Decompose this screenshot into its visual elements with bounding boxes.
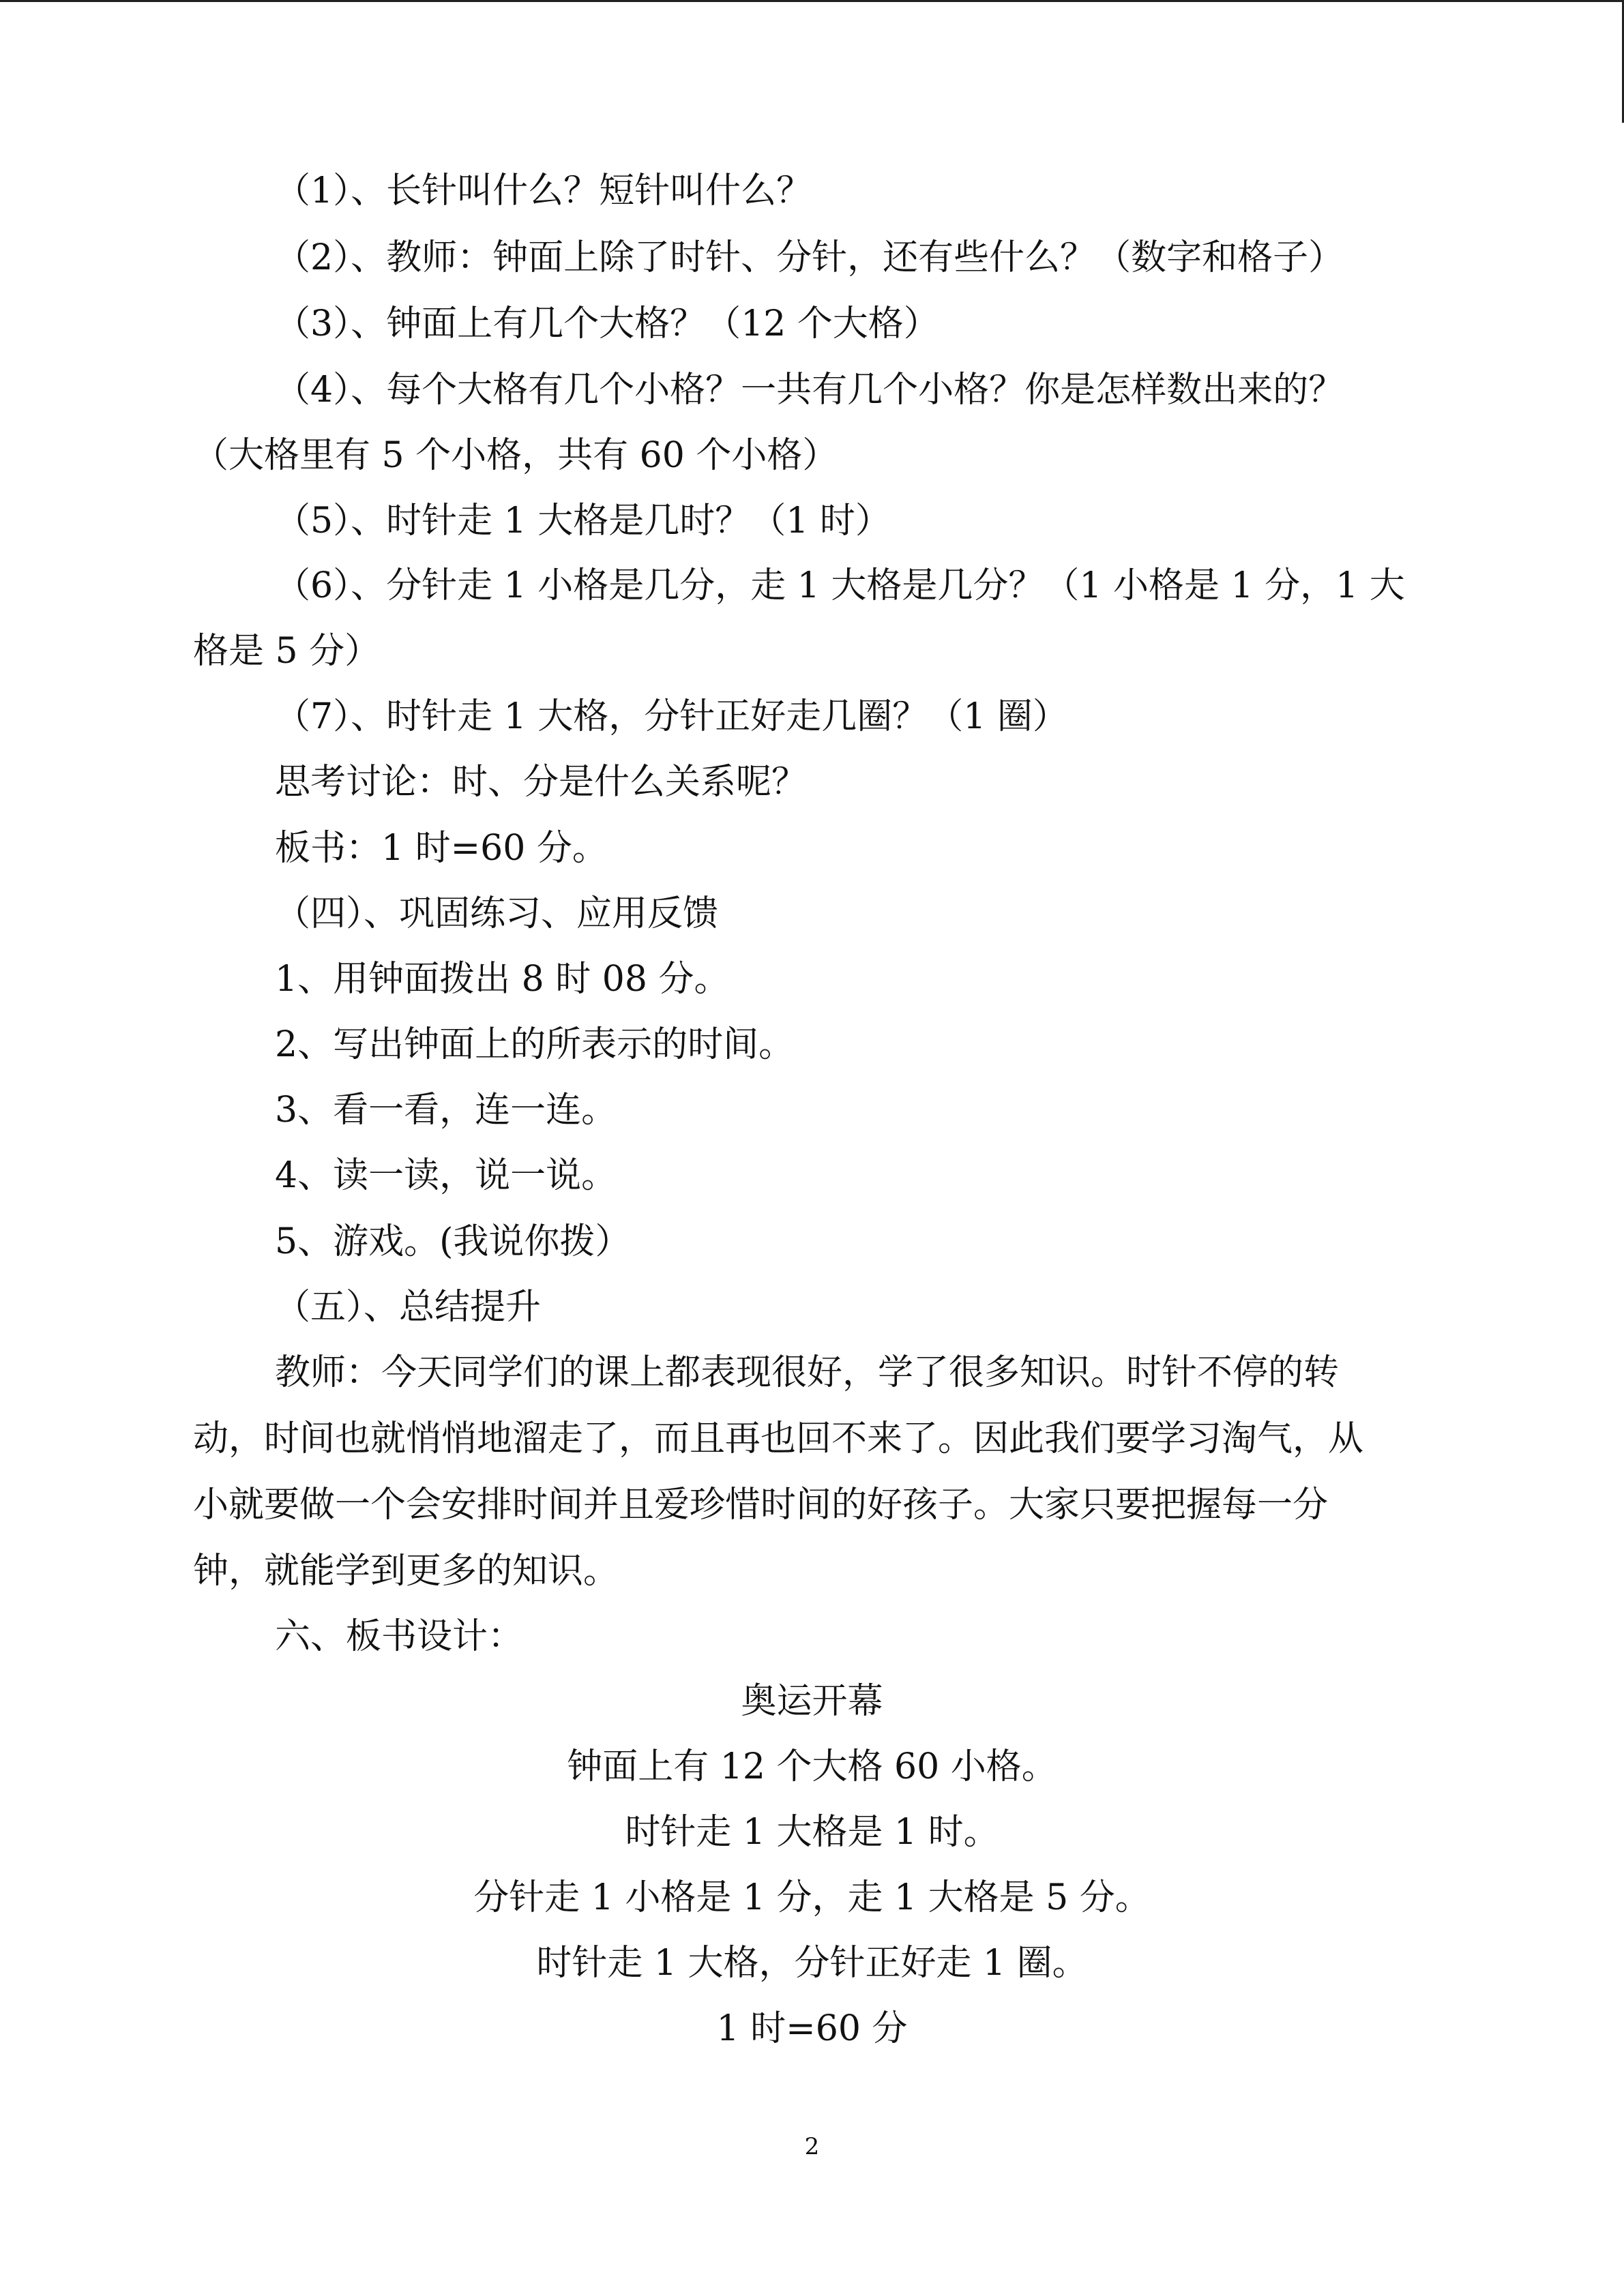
board-design-line-5: 1 时=60 分 bbox=[716, 2008, 908, 2049]
question-6: （6）、分针走 1 小格是几分，走 1 大格是几分？（1 小格是 1 分，1 大 bbox=[275, 565, 1405, 606]
question-2: （2）、教师：钟面上除了时针、分针，还有些什么？（数字和格子） bbox=[275, 237, 1344, 278]
summary-paragraph-line-1: 教师：今天同学们的课上都表现很好，学了很多知识。时针不停的转 bbox=[275, 1352, 1340, 1393]
board-design-line-2: 时针走 1 大格是 1 时。 bbox=[625, 1812, 999, 1853]
practice-item-1: 1、用钟面拨出 8 时 08 分。 bbox=[275, 959, 730, 1000]
board-design-line-4: 时针走 1 大格，分针正好走 1 圈。 bbox=[536, 1943, 1088, 1984]
discussion-prompt: 思考讨论：时、分是什么关系呢？ bbox=[275, 762, 808, 803]
question-7: （7）、时针走 1 大格，分针正好走几圈？（1 圈） bbox=[275, 696, 1068, 737]
question-4: （4）、每个大格有几个小格？一共有几个小格？你是怎样数出来的？ bbox=[275, 370, 1344, 411]
board-design-line-1: 钟面上有 12 个大格 60 小格。 bbox=[567, 1746, 1057, 1787]
board-note: 板书：1 时=60 分。 bbox=[275, 828, 608, 869]
summary-paragraph-line-4: 钟，就能学到更多的知识。 bbox=[193, 1551, 619, 1592]
board-design-title: 奥运开幕 bbox=[741, 1681, 883, 1722]
section-board-design-heading: 六、板书设计： bbox=[275, 1616, 524, 1657]
summary-paragraph-line-2: 动，时间也就悄悄地溜走了，而且再也回不来了。因此我们要学习淘气，从 bbox=[193, 1418, 1364, 1459]
board-design-line-3: 分针走 1 小格是 1 分，走 1 大格是 5 分。 bbox=[473, 1877, 1151, 1918]
practice-item-4: 4、读一读，说一说。 bbox=[275, 1155, 617, 1196]
practice-item-3: 3、看一看，连一连。 bbox=[275, 1090, 617, 1131]
question-1: （1）、长针叫什么？短针叫什么？ bbox=[275, 170, 812, 211]
practice-item-5: 5、游戏。(我说你拨） bbox=[275, 1221, 631, 1262]
question-6-continued: 格是 5 分） bbox=[193, 631, 381, 672]
section-summary-heading: （五）、总结提升 bbox=[275, 1287, 542, 1328]
question-4-answer: （大格里有 5 个小格，共有 60 个小格） bbox=[193, 435, 838, 476]
question-3: （3）、钟面上有几个大格？（12 个大格） bbox=[275, 303, 939, 344]
summary-paragraph-line-3: 小就要做一个会安排时间并且爱珍惜时间的好孩子。大家只要把握每一分 bbox=[193, 1485, 1329, 1525]
practice-item-2: 2、写出钟面上的所表示的时间。 bbox=[275, 1024, 795, 1065]
page-number: 2 bbox=[804, 2133, 820, 2160]
section-practice-heading: （四）、巩固练习、应用反馈 bbox=[275, 893, 719, 934]
question-5: （5）、时针走 1 大格是几时？（1 时） bbox=[275, 501, 891, 541]
